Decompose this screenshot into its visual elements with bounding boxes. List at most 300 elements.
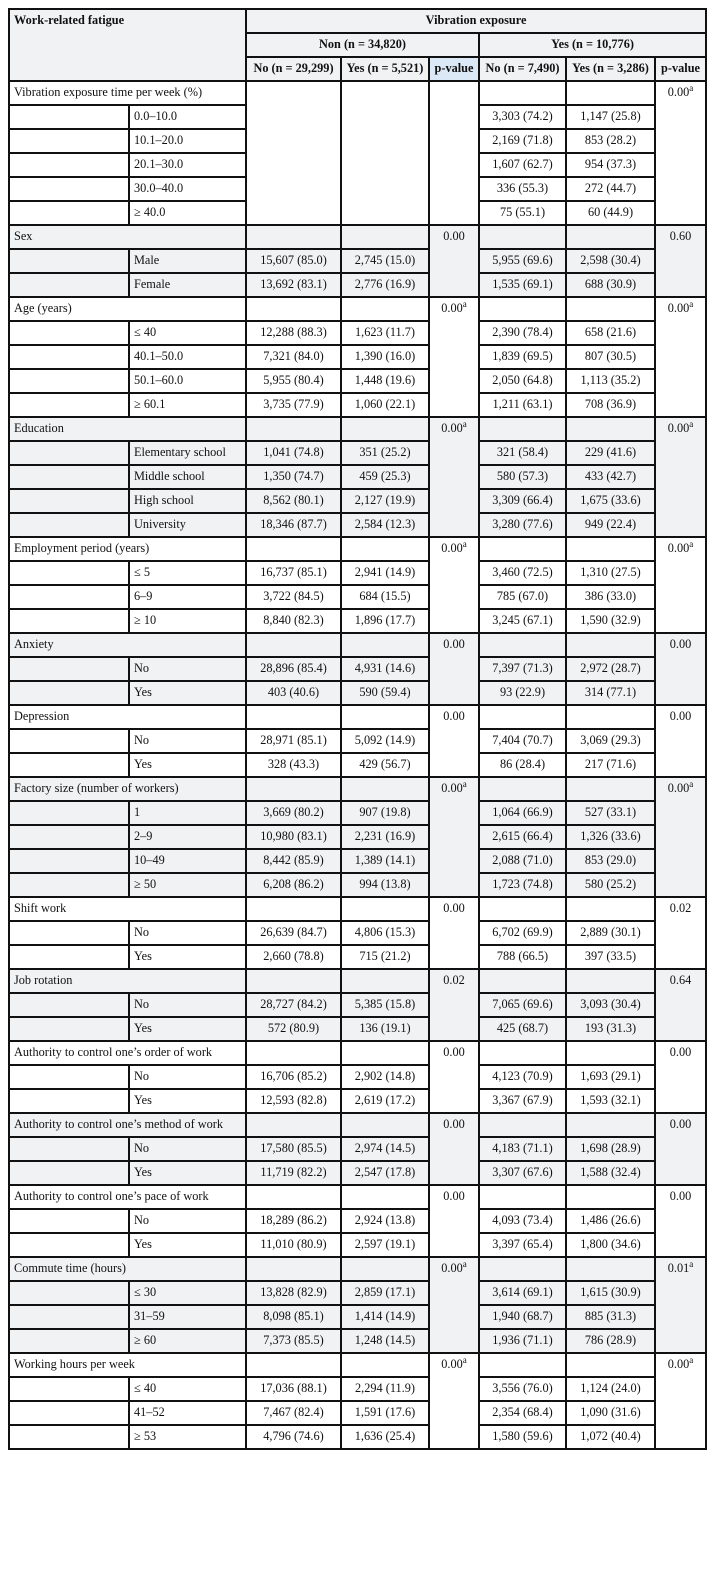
- empty-cell: [9, 1017, 129, 1041]
- p-value: 0.00: [667, 541, 690, 555]
- category-row: [9, 225, 706, 249]
- empty-cell: [246, 297, 341, 321]
- subcategory-label: 10–49: [129, 849, 246, 873]
- yes-group-no-value: 2,169 (71.8): [479, 129, 566, 153]
- empty-cell: [566, 1185, 655, 1209]
- header-non-p-value: p-value: [429, 57, 479, 81]
- p-value-superscript: a: [462, 538, 467, 549]
- non-group-no-value: 11,719 (82.2): [246, 1161, 341, 1185]
- subcategory-label: Yes: [129, 681, 246, 705]
- table-row: [9, 489, 706, 513]
- empty-cell: [9, 273, 129, 297]
- empty-cell: [9, 921, 129, 945]
- table-row: [9, 825, 706, 849]
- table-row: [9, 849, 706, 873]
- empty-cell: [9, 1305, 129, 1329]
- non-group-no-value: 8,442 (85.9): [246, 849, 341, 873]
- p-value-yes-group: [655, 225, 706, 297]
- yes-group-yes-value: 272 (44.7): [566, 177, 655, 201]
- non-group-no-value: 7,321 (84.0): [246, 345, 341, 369]
- yes-group-yes-value: 2,972 (28.7): [566, 657, 655, 681]
- p-value-non-group: [429, 897, 479, 969]
- table-row: [9, 1161, 706, 1185]
- table-row: [9, 1305, 706, 1329]
- header-yes-p-value: p-value: [655, 57, 706, 81]
- non-group-yes-value: 1,389 (14.1): [341, 849, 429, 873]
- table-body: [9, 81, 706, 1449]
- non-group-yes-value: 2,902 (14.8): [341, 1065, 429, 1089]
- subcategory-label: Yes: [129, 1089, 246, 1113]
- empty-cell: [479, 1113, 566, 1137]
- subcategory-label: Female: [129, 273, 246, 297]
- category-label: Employment period (years): [9, 537, 246, 561]
- empty-cell: [246, 897, 341, 921]
- category-row: [9, 705, 706, 729]
- subcategory-label: No: [129, 657, 246, 681]
- empty-cell: [9, 201, 129, 225]
- subcategory-label: No: [129, 729, 246, 753]
- subcategory-label: ≤ 40: [129, 321, 246, 345]
- empty-cell: [9, 1377, 129, 1401]
- empty-cell: [9, 801, 129, 825]
- yes-group-no-value: 1,064 (66.9): [479, 801, 566, 825]
- non-group-yes-value: 1,896 (17.7): [341, 609, 429, 633]
- p-value: 0.00: [667, 1357, 690, 1371]
- empty-cell: [9, 561, 129, 585]
- non-group-yes-value: 1,623 (11.7): [341, 321, 429, 345]
- yes-group-yes-value: 193 (31.3): [566, 1017, 655, 1041]
- non-group-yes-value: 1,060 (22.1): [341, 393, 429, 417]
- empty-cell: [9, 585, 129, 609]
- subcategory-label: ≥ 53: [129, 1425, 246, 1449]
- category-label: Sex: [9, 225, 246, 249]
- category-label: Age (years): [9, 297, 246, 321]
- subcategory-label: ≥ 10: [129, 609, 246, 633]
- subcategory-label: 40.1–50.0: [129, 345, 246, 369]
- table-row: [9, 801, 706, 825]
- fatigue-vibration-table: [8, 8, 707, 1450]
- yes-group-no-value: 3,307 (67.6): [479, 1161, 566, 1185]
- non-group-yes-value: 5,385 (15.8): [341, 993, 429, 1017]
- table-row: [9, 321, 706, 345]
- p-value: 0.00: [667, 781, 690, 795]
- non-group-yes-value: 351 (25.2): [341, 441, 429, 465]
- table-row: [9, 1209, 706, 1233]
- non-group-yes-value: 715 (21.2): [341, 945, 429, 969]
- category-row: [9, 777, 706, 801]
- yes-group-no-value: 5,955 (69.6): [479, 249, 566, 273]
- non-group-no-value: 572 (80.9): [246, 1017, 341, 1041]
- table-row: [9, 369, 706, 393]
- non-group-no-value: 5,955 (80.4): [246, 369, 341, 393]
- table-row: [9, 873, 706, 897]
- yes-group-yes-value: 885 (31.3): [566, 1305, 655, 1329]
- category-label: Depression: [9, 705, 246, 729]
- yes-group-no-value: 2,050 (64.8): [479, 369, 566, 393]
- p-value: 0.00: [443, 637, 465, 651]
- p-value-yes-group: [655, 1185, 706, 1257]
- yes-group-no-value: 4,093 (73.4): [479, 1209, 566, 1233]
- yes-group-yes-value: 708 (36.9): [566, 393, 655, 417]
- category-row: [9, 1185, 706, 1209]
- yes-group-no-value: 785 (67.0): [479, 585, 566, 609]
- yes-group-no-value: 336 (55.3): [479, 177, 566, 201]
- yes-group-yes-value: 386 (33.0): [566, 585, 655, 609]
- p-value: 0.00: [441, 421, 463, 435]
- p-value: 0.02: [669, 901, 692, 915]
- non-group-yes-value: 2,547 (17.8): [341, 1161, 429, 1185]
- empty-cell: [9, 153, 129, 177]
- empty-cell: [341, 1041, 429, 1065]
- non-group-no-value: 28,727 (84.2): [246, 993, 341, 1017]
- empty-cell: [246, 417, 341, 441]
- empty-cell: [566, 537, 655, 561]
- empty-cell: [246, 969, 341, 993]
- subcategory-label: University: [129, 513, 246, 537]
- empty-cell: [341, 297, 429, 321]
- yes-group-yes-value: 433 (42.7): [566, 465, 655, 489]
- yes-group-no-value: 3,367 (67.9): [479, 1089, 566, 1113]
- yes-group-yes-value: 807 (30.5): [566, 345, 655, 369]
- p-value: 0.02: [443, 973, 465, 987]
- empty-cell: [341, 633, 429, 657]
- p-value-yes-group: [655, 633, 706, 705]
- non-group-yes-value: 1,390 (16.0): [341, 345, 429, 369]
- non-group-no-value: 26,639 (84.7): [246, 921, 341, 945]
- p-value-superscript: a: [689, 418, 694, 429]
- subcategory-label: 41–52: [129, 1401, 246, 1425]
- p-value-yes-group: [655, 1353, 706, 1449]
- yes-group-no-value: 7,404 (70.7): [479, 729, 566, 753]
- empty-cell: [341, 537, 429, 561]
- table-row: [9, 1065, 706, 1089]
- non-group-no-value: 1,350 (74.7): [246, 465, 341, 489]
- yes-group-no-value: 2,390 (78.4): [479, 321, 566, 345]
- empty-cell: [9, 657, 129, 681]
- empty-cell: [479, 777, 566, 801]
- non-group-no-value: 12,593 (82.8): [246, 1089, 341, 1113]
- p-value: 0.00: [441, 301, 463, 315]
- empty-cell: [9, 129, 129, 153]
- empty-cell: [341, 897, 429, 921]
- subcategory-label: 1: [129, 801, 246, 825]
- yes-group-no-value: 1,723 (74.8): [479, 873, 566, 897]
- non-group-no-value: 16,706 (85.2): [246, 1065, 341, 1089]
- yes-group-yes-value: 1,072 (40.4): [566, 1425, 655, 1449]
- non-group-yes-value: 2,859 (17.1): [341, 1281, 429, 1305]
- yes-group-yes-value: 1,090 (31.6): [566, 1401, 655, 1425]
- yes-group-yes-value: 1,124 (24.0): [566, 1377, 655, 1401]
- category-row: [9, 537, 706, 561]
- non-group-yes-value: 994 (13.8): [341, 873, 429, 897]
- empty-cell: [9, 1089, 129, 1113]
- header-yes-yes: Yes (n = 3,286): [566, 57, 655, 81]
- table-row: [9, 249, 706, 273]
- table-row: [9, 345, 706, 369]
- non-group-no-value: 10,980 (83.1): [246, 825, 341, 849]
- empty-cell: [341, 1353, 429, 1377]
- yes-group-yes-value: 853 (29.0): [566, 849, 655, 873]
- p-value: 0.00: [669, 1045, 692, 1059]
- empty-cell: [566, 1257, 655, 1281]
- p-value-superscript: a: [689, 538, 694, 549]
- table-row: [9, 393, 706, 417]
- empty-cell: [341, 969, 429, 993]
- empty-cell: [9, 369, 129, 393]
- subcategory-label: No: [129, 993, 246, 1017]
- empty-cell: [246, 705, 341, 729]
- yes-group-yes-value: 397 (33.5): [566, 945, 655, 969]
- category-row-vibration: [9, 81, 706, 105]
- yes-group-no-value: 4,183 (71.1): [479, 1137, 566, 1161]
- non-group-no-value: 28,971 (85.1): [246, 729, 341, 753]
- yes-group-no-value: 6,702 (69.9): [479, 921, 566, 945]
- category-label: Vibration exposure time per week (%): [9, 81, 246, 105]
- empty-cell: [566, 897, 655, 921]
- non-group-no-value: 17,580 (85.5): [246, 1137, 341, 1161]
- table-row: [9, 609, 706, 633]
- non-group-yes-value: 429 (56.7): [341, 753, 429, 777]
- yes-group-no-value: 3,280 (77.6): [479, 513, 566, 537]
- header-yes-no: No (n = 7,490): [479, 57, 566, 81]
- non-group-yes-value: 2,584 (12.3): [341, 513, 429, 537]
- non-group-yes-value: 2,941 (14.9): [341, 561, 429, 585]
- p-value: 0.00: [441, 541, 463, 555]
- non-group-blank: [429, 81, 479, 225]
- subcategory-label: ≥ 60.1: [129, 393, 246, 417]
- p-value-non-group: [429, 1257, 479, 1353]
- empty-cell: [9, 849, 129, 873]
- non-group-no-value: 18,346 (87.7): [246, 513, 341, 537]
- subcategory-label: High school: [129, 489, 246, 513]
- empty-cell: [246, 633, 341, 657]
- empty-cell: [566, 1113, 655, 1137]
- p-value-superscript: a: [689, 1354, 694, 1365]
- category-row: [9, 969, 706, 993]
- non-group-no-value: 12,288 (88.3): [246, 321, 341, 345]
- empty-cell: [566, 225, 655, 249]
- p-value-yes-group: [655, 297, 706, 417]
- yes-group-yes-value: 1,675 (33.6): [566, 489, 655, 513]
- p-value-non-group: [429, 1041, 479, 1113]
- table-row: [9, 1017, 706, 1041]
- p-value: 0.00: [667, 421, 690, 435]
- yes-group-no-value: 2,088 (71.0): [479, 849, 566, 873]
- p-value-yes-group: [655, 969, 706, 1041]
- p-value: 0.00: [443, 1117, 465, 1131]
- category-row: [9, 417, 706, 441]
- p-value-non-group: [429, 777, 479, 897]
- p-value: 0.00: [443, 1189, 465, 1203]
- category-row: [9, 1113, 706, 1137]
- table-row: [9, 681, 706, 705]
- empty-cell: [9, 1233, 129, 1257]
- table-row: [9, 921, 706, 945]
- empty-cell: [9, 609, 129, 633]
- category-row: [9, 297, 706, 321]
- empty-cell: [479, 1185, 566, 1209]
- yes-group-no-value: 3,397 (65.4): [479, 1233, 566, 1257]
- non-group-yes-value: 2,294 (11.9): [341, 1377, 429, 1401]
- yes-group-yes-value: 1,113 (35.2): [566, 369, 655, 393]
- non-group-yes-value: 2,776 (16.9): [341, 273, 429, 297]
- non-group-no-value: 11,010 (80.9): [246, 1233, 341, 1257]
- subcategory-label: ≥ 50: [129, 873, 246, 897]
- table-row: [9, 993, 706, 1017]
- empty-cell: [246, 1353, 341, 1377]
- subcategory-label: 31–59: [129, 1305, 246, 1329]
- subcategory-label: Yes: [129, 753, 246, 777]
- p-value: 0.00: [443, 1045, 465, 1059]
- empty-cell: [479, 297, 566, 321]
- subcategory-label: No: [129, 1209, 246, 1233]
- empty-cell: [566, 1041, 655, 1065]
- table-row: [9, 585, 706, 609]
- empty-cell: [9, 249, 129, 273]
- empty-cell: [479, 417, 566, 441]
- yes-group-no-value: 425 (68.7): [479, 1017, 566, 1041]
- empty-cell: [479, 81, 566, 105]
- yes-group-no-value: 3,460 (72.5): [479, 561, 566, 585]
- p-value: 0.00: [667, 85, 690, 99]
- yes-group-no-value: 1,940 (68.7): [479, 1305, 566, 1329]
- empty-cell: [479, 897, 566, 921]
- non-group-yes-value: 1,636 (25.4): [341, 1425, 429, 1449]
- non-group-no-value: 3,669 (80.2): [246, 801, 341, 825]
- yes-group-yes-value: 1,588 (32.4): [566, 1161, 655, 1185]
- p-value-non-group: [429, 1353, 479, 1449]
- non-group-yes-value: 1,448 (19.6): [341, 369, 429, 393]
- table-row: [9, 273, 706, 297]
- non-group-no-value: 3,722 (84.5): [246, 585, 341, 609]
- table-row: [9, 657, 706, 681]
- non-group-no-value: 28,896 (85.4): [246, 657, 341, 681]
- subcategory-label: No: [129, 1137, 246, 1161]
- yes-group-yes-value: 853 (28.2): [566, 129, 655, 153]
- subcategory-label: Yes: [129, 1233, 246, 1257]
- table-row: [9, 1281, 706, 1305]
- non-group-yes-value: 2,924 (13.8): [341, 1209, 429, 1233]
- non-group-no-value: 1,041 (74.8): [246, 441, 341, 465]
- p-value-non-group: [429, 297, 479, 417]
- empty-cell: [9, 1281, 129, 1305]
- empty-cell: [479, 1041, 566, 1065]
- yes-group-no-value: 7,397 (71.3): [479, 657, 566, 681]
- category-label: Authority to control one’s pace of work: [9, 1185, 246, 1209]
- empty-cell: [9, 321, 129, 345]
- non-group-yes-value: 2,231 (16.9): [341, 825, 429, 849]
- empty-cell: [9, 513, 129, 537]
- yes-group-yes-value: 1,615 (30.9): [566, 1281, 655, 1305]
- empty-cell: [9, 1161, 129, 1185]
- empty-cell: [9, 993, 129, 1017]
- empty-cell: [9, 177, 129, 201]
- empty-cell: [9, 1065, 129, 1089]
- header-non-yes: Yes (n = 5,521): [341, 57, 429, 81]
- non-group-no-value: 13,828 (82.9): [246, 1281, 341, 1305]
- empty-cell: [566, 81, 655, 105]
- yes-group-no-value: 3,245 (67.1): [479, 609, 566, 633]
- empty-cell: [9, 489, 129, 513]
- yes-group-yes-value: 60 (44.9): [566, 201, 655, 225]
- yes-group-yes-value: 949 (22.4): [566, 513, 655, 537]
- yes-group-yes-value: 3,069 (29.3): [566, 729, 655, 753]
- p-value: 0.00: [441, 1261, 463, 1275]
- subcategory-label: 2–9: [129, 825, 246, 849]
- subcategory-label: Yes: [129, 1017, 246, 1041]
- table-row: [9, 1137, 706, 1161]
- empty-cell: [9, 393, 129, 417]
- empty-cell: [566, 297, 655, 321]
- non-group-yes-value: 1,591 (17.6): [341, 1401, 429, 1425]
- non-group-no-value: 4,796 (74.6): [246, 1425, 341, 1449]
- yes-group-no-value: 1,535 (69.1): [479, 273, 566, 297]
- yes-group-no-value: 1,936 (71.1): [479, 1329, 566, 1353]
- non-group-yes-value: 2,597 (19.1): [341, 1233, 429, 1257]
- empty-cell: [246, 1041, 341, 1065]
- p-value-yes-group: [655, 777, 706, 897]
- table-row: [9, 1425, 706, 1449]
- subcategory-label: ≥ 60: [129, 1329, 246, 1353]
- empty-cell: [9, 1137, 129, 1161]
- p-value: 0.00: [441, 1357, 463, 1371]
- empty-cell: [9, 753, 129, 777]
- yes-group-yes-value: 3,093 (30.4): [566, 993, 655, 1017]
- non-group-blank: [341, 81, 429, 225]
- p-value-yes-group: [655, 81, 706, 225]
- p-value-non-group: [429, 417, 479, 537]
- non-group-yes-value: 2,127 (19.9): [341, 489, 429, 513]
- empty-cell: [9, 345, 129, 369]
- empty-cell: [566, 969, 655, 993]
- subcategory-label: 6–9: [129, 585, 246, 609]
- subcategory-label: ≤ 30: [129, 1281, 246, 1305]
- yes-group-no-value: 2,615 (66.4): [479, 825, 566, 849]
- yes-group-yes-value: 2,889 (30.1): [566, 921, 655, 945]
- yes-group-yes-value: 1,698 (28.9): [566, 1137, 655, 1161]
- non-group-no-value: 2,660 (78.8): [246, 945, 341, 969]
- subcategory-label: 30.0–40.0: [129, 177, 246, 201]
- yes-group-yes-value: 954 (37.3): [566, 153, 655, 177]
- category-label: Working hours per week: [9, 1353, 246, 1377]
- yes-group-no-value: 86 (28.4): [479, 753, 566, 777]
- header-yes-group: Yes (n = 10,776): [479, 33, 706, 57]
- yes-group-yes-value: 527 (33.1): [566, 801, 655, 825]
- table-row: [9, 1089, 706, 1113]
- non-group-no-value: 7,373 (85.5): [246, 1329, 341, 1353]
- subcategory-label: ≤ 5: [129, 561, 246, 585]
- empty-cell: [246, 1185, 341, 1209]
- yes-group-no-value: 3,303 (74.2): [479, 105, 566, 129]
- category-label: Authority to control one’s order of work: [9, 1041, 246, 1065]
- p-value-superscript: a: [462, 418, 467, 429]
- empty-cell: [9, 1401, 129, 1425]
- category-label: Shift work: [9, 897, 246, 921]
- p-value: 0.00: [443, 229, 465, 243]
- p-value-yes-group: [655, 897, 706, 969]
- empty-cell: [341, 1257, 429, 1281]
- non-group-yes-value: 1,248 (14.5): [341, 1329, 429, 1353]
- subcategory-label: 0.0–10.0: [129, 105, 246, 129]
- p-value-yes-group: [655, 537, 706, 633]
- yes-group-no-value: 75 (55.1): [479, 201, 566, 225]
- yes-group-no-value: 1,607 (62.7): [479, 153, 566, 177]
- yes-group-yes-value: 786 (28.9): [566, 1329, 655, 1353]
- yes-group-no-value: 321 (58.4): [479, 441, 566, 465]
- p-value: 0.00: [443, 901, 465, 915]
- subcategory-label: Elementary school: [129, 441, 246, 465]
- non-group-yes-value: 4,931 (14.6): [341, 657, 429, 681]
